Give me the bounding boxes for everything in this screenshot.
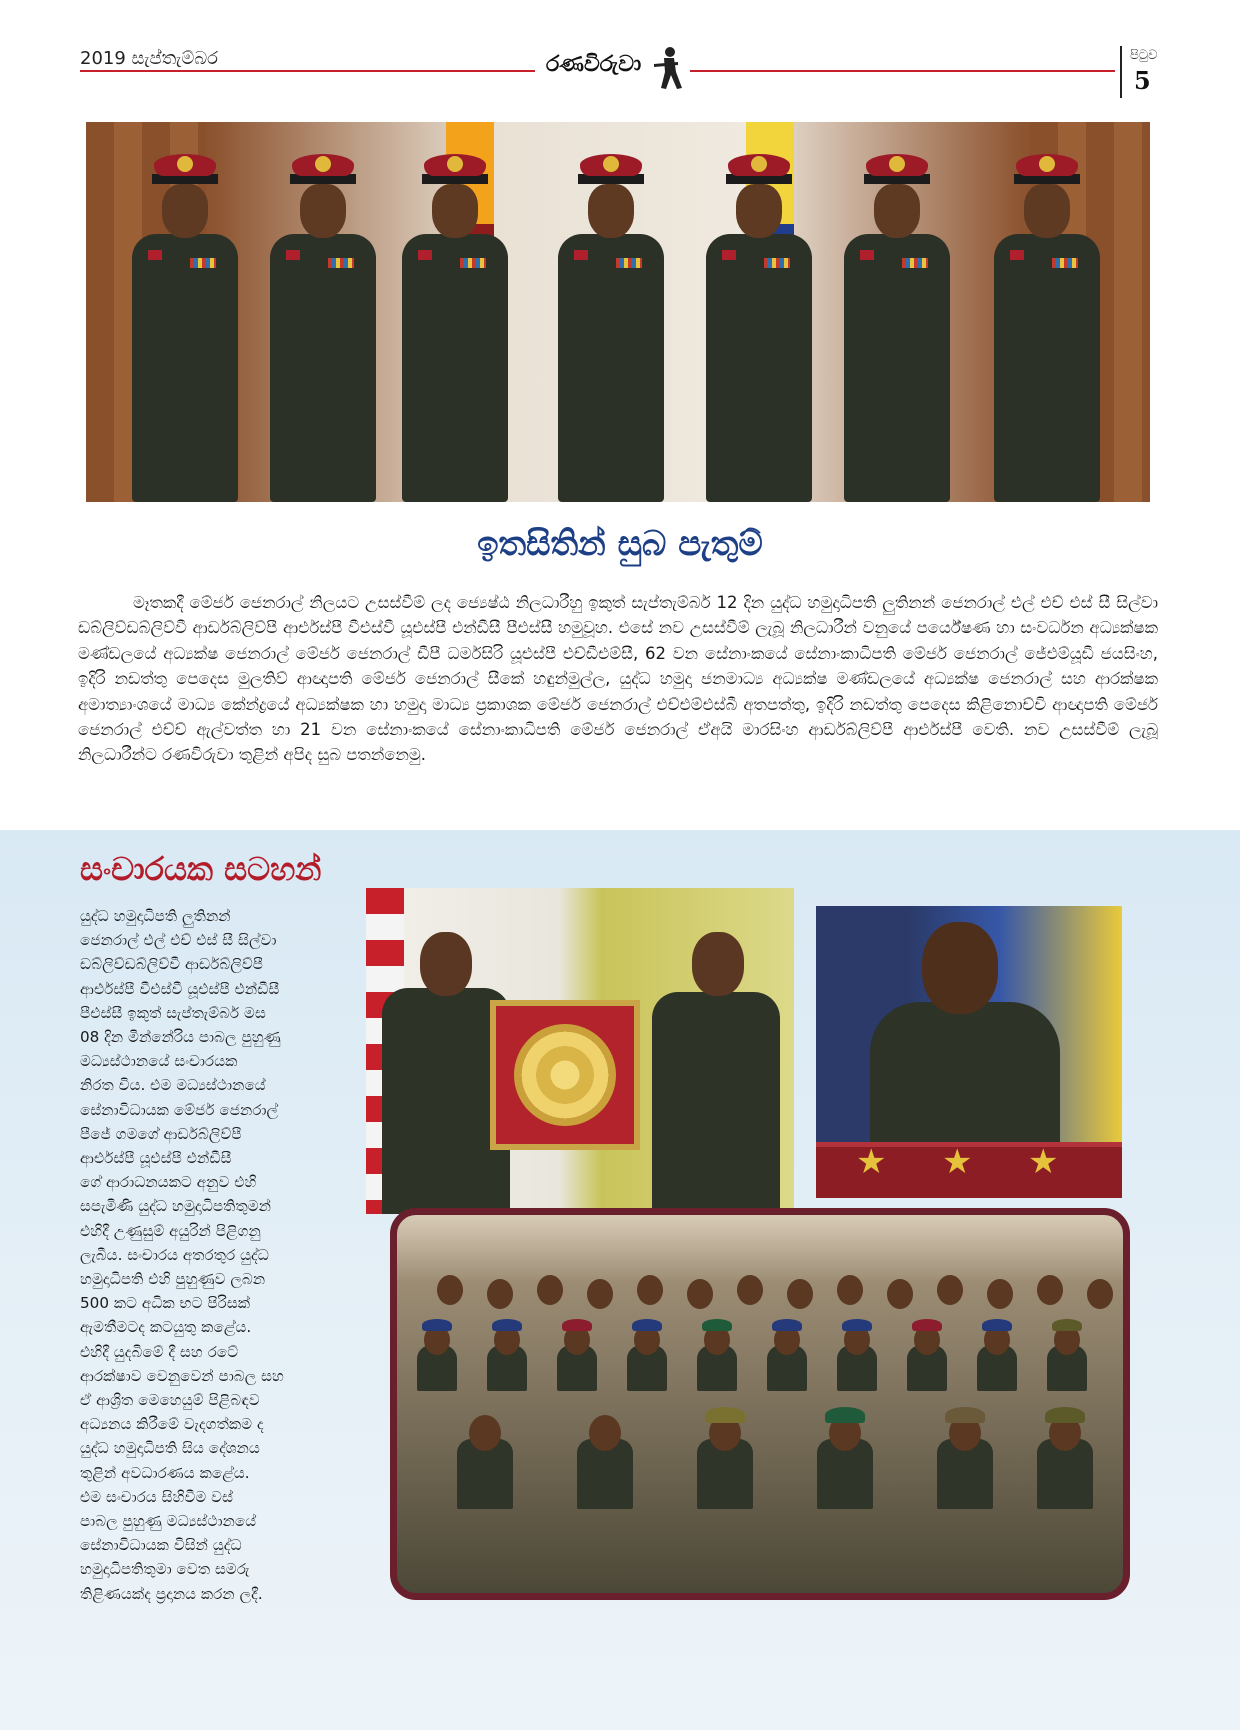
photo-commander-speech [816, 906, 1122, 1198]
header-rule-left [80, 70, 535, 72]
feature-title: සංචාරයක සටහන් [80, 850, 322, 888]
masthead [540, 44, 690, 92]
star-icon: ★ [1028, 1142, 1059, 1182]
group-photo-generals [86, 122, 1150, 502]
soldier-silhouette-icon [642, 44, 690, 92]
officer-figure [700, 146, 818, 502]
page-number: 5 [1134, 66, 1151, 95]
officer-figure [126, 146, 244, 502]
article-headline: ඉතසිතින් සුබ පැතුම් [477, 524, 763, 564]
commemorative-plaque [490, 1000, 640, 1150]
star-icon: ★ [942, 1142, 973, 1182]
page-indicator [1120, 46, 1162, 98]
officer-figure [552, 146, 670, 502]
star-icon: ★ [856, 1142, 887, 1182]
officer-figure [988, 146, 1106, 502]
officer-figure [838, 146, 956, 502]
header-rule-right [690, 70, 1115, 72]
person-right [646, 932, 786, 1214]
masthead-title: රණවිරුවා [546, 52, 642, 77]
issue-date: 2019 සැප්තැම්බර [80, 48, 219, 69]
article-body: මෑතකදී මේජර් ජෙනරාල් නිලයට උසස්වීම් ලද ජ්‍යෙෂ්ඨ නිලධාරීහු ඉකුත් සැප්තැම්බර් 12 දින යුද්ධ හමුදාධිපති ලුතිනන් ජෙනරාල් එල් එච් එස් සී සිල්වා ඩබ්ලිව්ඩබ්ලිව්වී ආර්ඩබ්ලිව්පී ආර්එස්පී වීඑස්වී යූඑස්පී එන්ඩීසී පීඑස්සී හමුවූහ. එසේ නව උසස්වීම් ලැබූ නිලධාරීන් වනුයේ පර්යේෂණ හා සංවර්ධන අධ්‍යක්ෂක මණ්ඩලයේ අධ්‍යක්ෂ ජෙනරාල් මේජර් ජෙනරාල් ඩීපී ධර්මසිරි යූඑස්පී එච්ඩීඑම්සී, 62 වන සේනාංකයේ සේනාංකාධිපති මේජර් ජෙනරාල් ජේඑම්යූඩී ජයසිංහ, ඉදිරි නඩත්තු පෙදෙස මුලතිව් ආඥාපති මේජර් ජෙනරාල් සීකේ හඳුන්මුල්ල, යුද්ධ හමුදා ජනමාධ්‍ය අධ්‍යක්ෂ මණ්ඩලයේ අධ්‍යක්ෂ ජෙනරාල් සහ ආරක්ෂක අමාත්‍යාංශයේ මාධ්‍ය කේන්ද්‍රයේ අධ්‍යක්ෂක හා හමුදා මාධ්‍ය ප්‍රකාශක මේජර් ජෙනරාල් එච්එම්එස්බී අතපත්තු, ඉදිරි නඩත්තු පෙදෙස කිළිනොච්චි ආඥාපති මේජර් ජෙනරාල් එච්ච් ඇල්වත්ත හා 21 වන සේනාංකයේ සේනාංකාධිපති මේජර් ජෙනරාල් ඒඅයි මාරසිංහ ආර්ඩබ්ලිව්පී ආර්එස්පී වෙති. නව උසස්වීම් ලැබූ නිලධාරීන්ට රණවිරුවා තුළින් අපිද සුබ පතන්නෙමු. [78, 593, 1158, 765]
photo-troops-audience [390, 1208, 1130, 1600]
feature-body: යුද්ධ හමුදාධිපති ලුතිනන් ජෙනරාල් එල් එච් එස් සී සිල්වා ඩබ්ලිව්ඩබ්ලිව්වී ආර්ඩබ්ලිව්පී ආර්එස්පී වීඑස්වී යූඑස්පී එන්ඩීසී පීඑස්සී ඉකුත් සැප්තැම්බර් මස 08 දින මින්නේරිය පාබල පුහුණු මධ්‍යස්ථානයේ සංචාරයක නිරත විය. එම මධ්‍යස්ථානයේ සේනාවිධායක මේජර් ජෙනරාල් පීජේ ගමගේ ආර්ඩබ්ලිව්පී ආර්එස්පී යූඑස්පී එන්ඩීසී ගේ ආරාධනයකට අනුව එහි සපැමිණි යුද්ධ හමුදාධිපතිතුමන් එහිදී උණුසුම් අයුරින් පිළිගනු ලැබීය. සංචාරය අතරතුර යුද්ධ හමුදාධිපති එහි පුහුණුව ලබන 500 කට අධික භට පිරිසක් ඇමතීමටද කටයුතු කළේය. එහිදී යුදබිමේ දී සහ රටේ ආරක්ෂාව වෙනුවෙන් පාබල සහ ඒ ආශ්‍රිත මෙහෙයුම් පිළිබඳව අධ්‍යනය කිරීමේ වැදගත්කම ද යුද්ධ හමුදාධිපති සිය දේශනය තුළින් අවධාරණය කළේය. එම සංචාරය සිහිවීම වස් පාබල පුහුණු මධ්‍යස්ථානයේ සේනාවිධායක විසින් යුද්ධ හමුදාධිපතිතුමා වෙත සමරු තිළිණයක්ද ප්‍රදානය කරන ලදී. [80, 907, 284, 1603]
speaker-head [922, 922, 998, 1014]
page-label: පිටුව [1130, 48, 1158, 63]
officer-figure [396, 146, 514, 502]
photo-plaque-presentation [366, 888, 794, 1214]
officer-figure [264, 146, 382, 502]
